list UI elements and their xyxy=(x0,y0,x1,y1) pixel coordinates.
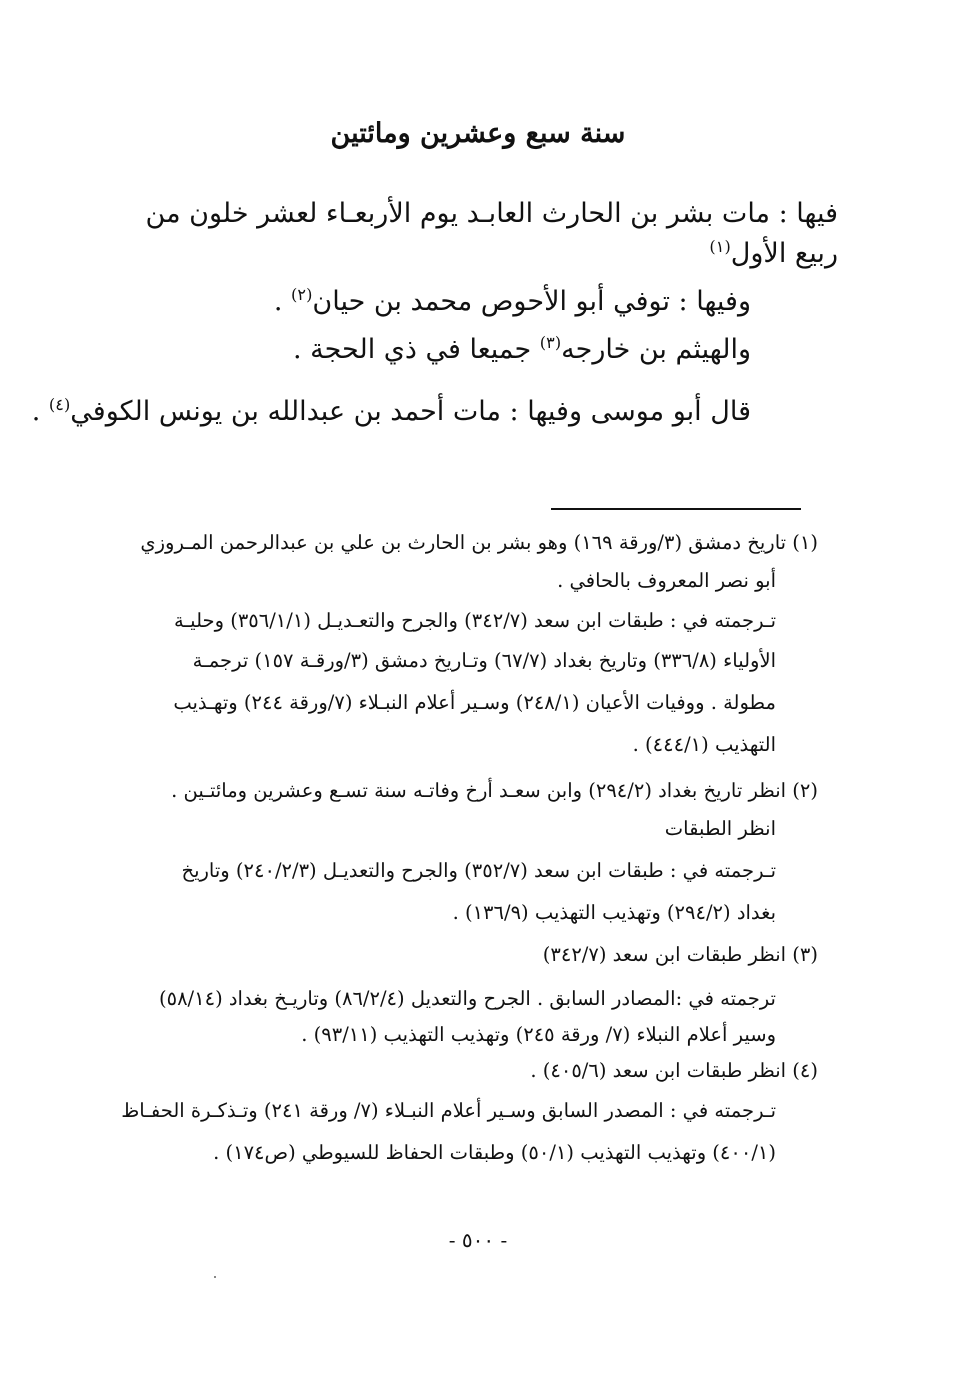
body-text: . xyxy=(273,286,292,317)
footnote-1-line-2: أبو نصر المعروف بالحافي . xyxy=(557,569,776,592)
footnote-2-line-1: (٢) انظر تاريخ بغداد (٢٩٤/٢) وابن سعـد أرخ وفاتـه سنة تسـع وعشرين ومائتـين . xyxy=(171,779,818,802)
body-text: ربيع الأول xyxy=(730,238,838,269)
footnote-2-line-3: تـرجمته في : طبقات ابن سعد (٣٥٢/٧) والجرح والتعديـل (٢٤٠/٢/٣) وتاريخ xyxy=(181,859,776,882)
body-text: وفيها : توفي أبو الأحوص محمد بن حيان xyxy=(312,286,751,317)
footnote-1-line-6: التهذيب (٤٤٤/١) . xyxy=(632,733,776,756)
body-text: جميعا في ذي الحجة . xyxy=(292,334,540,365)
footnote-3-line-1: (٣) انظر طبقات ابن سعد (٣٤٢/٧) xyxy=(542,943,818,966)
page-title: سنة سبع وعشرين ومائتين xyxy=(330,118,626,149)
footnote-1-line-3: تـرجمته في : طبقات ابن سعد (٣٤٢/٧) والجرح والتعـديـل (٣٥٦/١/١) وحليـة xyxy=(174,609,776,632)
footnote-ref-4: (٤) xyxy=(48,395,71,414)
body-text: والهيثم بن خارجه xyxy=(561,334,751,365)
body-text: قال أبو موسى وفيها : مات أحمد بن عبدالله بن يونس الكوفي xyxy=(70,396,751,427)
page-number: - ٥٠٠ - xyxy=(448,1228,508,1252)
footnote-4-line-3: (٤٠٠/١) وتهذيب التهذيب (٥٠/١) وطبقات الحفاظ للسيوطي (ص١٧٤) . xyxy=(213,1141,776,1164)
footnote-ref-1: (١) xyxy=(709,237,731,256)
body-line-1 xyxy=(146,194,838,234)
footnote-ref-3: (٣) xyxy=(539,333,562,352)
footnote-3-line-2: ترجمته في :المصادر السابق . الجرح والتعديل (٨٦/٢/٤) وتاريـخ بغداد (٥٨/١٤) xyxy=(158,987,776,1010)
body-line-4 xyxy=(293,330,751,370)
footnote-4-line-2: تـرجمته في : المصدر السابق وسـير أعلام النبـلاء (٧/ ورقة ٢٤١) وتـذكـرة الحفـاظ xyxy=(121,1099,776,1122)
scan-speck xyxy=(214,1276,216,1278)
footnote-2-line-4: بغداد (٢٩٤/٢) وتهذيب التهذيب (١٣٦/٩) . xyxy=(452,901,776,924)
footnote-3-line-3: وسير أعلام النبلاء (٧/ ورقة ٢٤٥) وتهذيب التهذيب (٩٣/١١) . xyxy=(301,1023,776,1046)
footnote-1-line-5: مطولة . ووفيات الأعيان (٢٤٨/١) وسـير أعلام النبـلاء (٧/ورقة ٢٤٤) وتهـذيب xyxy=(173,691,776,714)
footnote-2-line-2: انظر الطبقات xyxy=(664,817,776,840)
body-line-5 xyxy=(32,392,751,432)
footnote-1-line-1: (١) تاريخ دمشق (٣/ورقة ١٦٩) وهو بشر بن الحارث بن علي بن عبدالرحمن المـروزي xyxy=(140,531,818,554)
body-text: . xyxy=(31,396,49,427)
footnote-separator xyxy=(551,508,801,510)
footnote-1-line-4: الأولياء (٣٣٦/٨) وتاريخ بغداد (٦٧/٧) وتـاريخ دمشق (٣/ورقـة ١٥٧) ترجمـة xyxy=(192,649,776,672)
body-text: فيها : مات بشر بن الحارث العابـد يوم الأربعـاء لعشر خلون من xyxy=(145,198,838,229)
footnote-ref-2: (٢) xyxy=(291,285,313,304)
footnote-4-line-1: (٤) انظر طبقات ابن سعد (٤٠٥/٦) . xyxy=(530,1059,818,1082)
body-line-2 xyxy=(709,234,838,274)
body-line-3 xyxy=(274,282,751,322)
